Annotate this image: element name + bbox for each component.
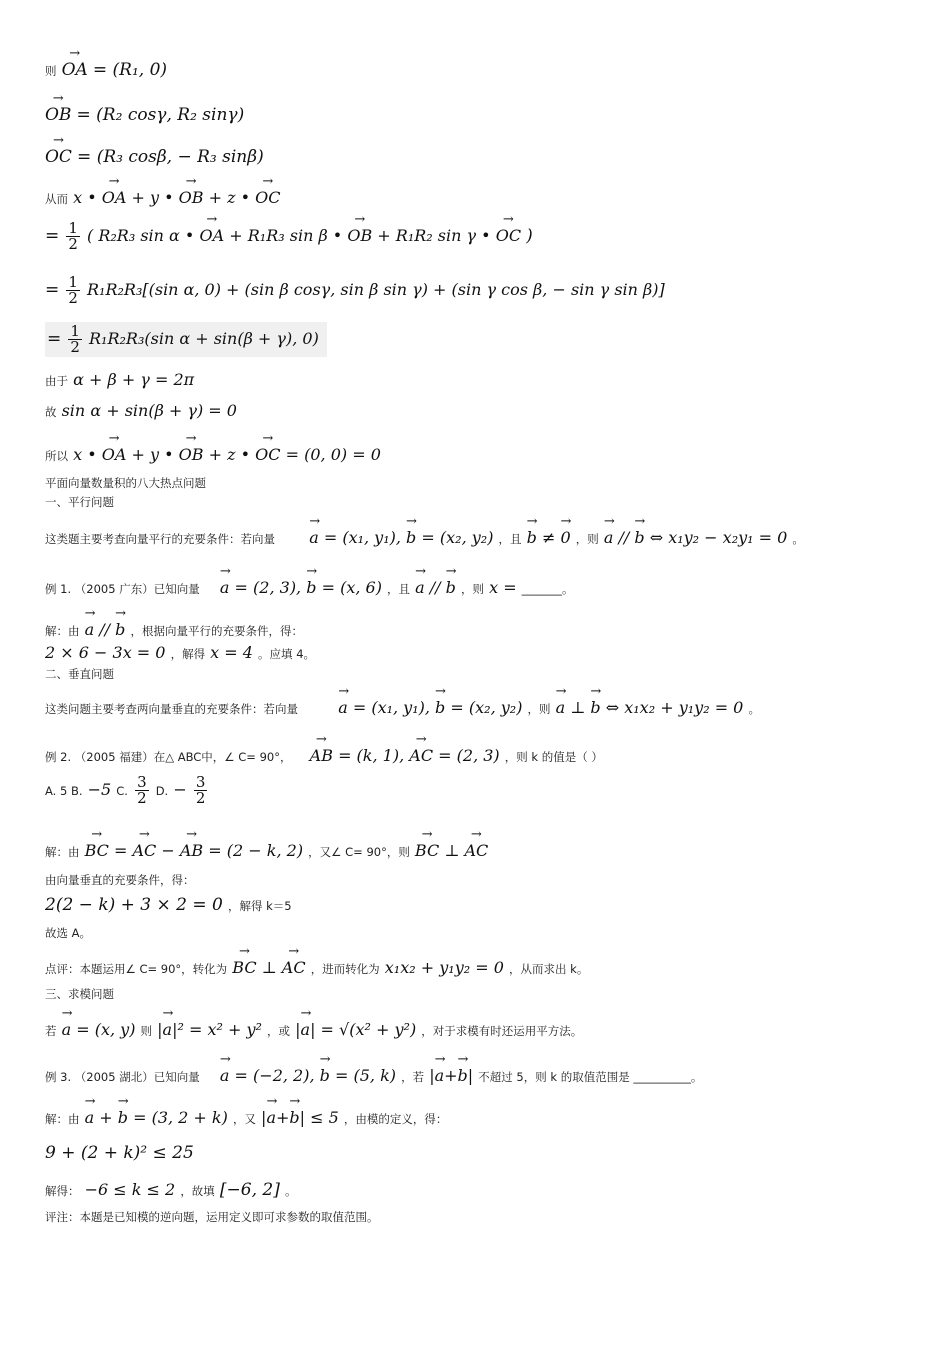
s3-title: 三、求模问题: [45, 987, 114, 1001]
equation-text: −6 ≤ k ≤ 2: [84, 1180, 176, 1199]
answer-blank: _______。: [521, 582, 574, 596]
option-c-label: C.: [116, 784, 128, 798]
equation-text: = (0, 0) = 0: [285, 445, 381, 464]
equation-text: + z •: [208, 445, 251, 464]
vector-b: → b: [590, 690, 600, 717]
end-text: ，则 k 的值是（ ）: [504, 750, 603, 764]
equation-text: 2 × 6 − 3x = 0: [45, 643, 166, 662]
derivation-line-2: [45, 97, 244, 125]
solution-label: 解：由: [45, 1112, 80, 1126]
derivation-line-9: [45, 401, 237, 420]
note-text: ，对于求模有时还运用平方法。: [421, 1024, 583, 1038]
vector-a: → a: [604, 520, 614, 547]
equation-text: R₁R₂R₃[(sin α, 0) + (sin β cosγ, sin β sin γ) + (sin γ cos β, − sin γ sin β)]: [86, 280, 665, 299]
option-a-b: A. 5 B.: [45, 784, 83, 798]
connector-text: ，或: [267, 1024, 291, 1038]
fraction-half: $\frac{1}{2}$: [68, 273, 78, 307]
example-label: 例 2. （2005 福建）在△ ABC中，∠ C= 90°，: [45, 750, 292, 764]
equation-text: = (x, 6): [321, 578, 382, 597]
s1-title: 一、平行问题: [45, 495, 114, 509]
s2-options-line: [45, 775, 209, 806]
s1-result-line: [45, 643, 315, 662]
equation-text: = (R₁, 0): [92, 60, 168, 80]
prefix-text: 故: [45, 405, 57, 419]
equation-text: x = 4: [210, 643, 253, 662]
vector-ab: → AB: [180, 833, 203, 860]
connector-text: 则: [140, 1024, 153, 1038]
equation-text: ⇔ x₁x₂ + y₁y₂ = 0: [605, 698, 744, 717]
equation-text: sin α + sin(β + γ) = 0: [61, 401, 237, 420]
s3-inequality-line: [45, 1143, 194, 1163]
equation-text: −: [161, 841, 175, 860]
vector-a: → a: [85, 612, 95, 639]
equation-text: + R₁R₂ sin γ •: [377, 226, 491, 245]
equation-text: + y •: [131, 445, 174, 464]
equation-text: = (x₁, y₁),: [352, 698, 430, 717]
equation-text: = (R₂ cosγ, R₂ sinγ): [76, 105, 245, 125]
vector-a: → a: [85, 1100, 95, 1127]
equation-text: =: [47, 329, 62, 349]
vector-b: → b: [306, 570, 316, 597]
connector-text: ，且: [498, 532, 522, 546]
vector-a: → a: [415, 570, 425, 597]
equation-text: = (x₁, y₁),: [323, 528, 401, 547]
answer-interval: [−6, 2]: [219, 1180, 280, 1200]
s2-condition-text: 由向量垂直的充要条件，得：: [45, 873, 195, 887]
connector-text: ，若: [401, 1070, 425, 1084]
vector-a: → a: [556, 690, 566, 717]
example-label: 例 1. （2005 广东）已知向量: [45, 582, 200, 596]
equation-text: //: [429, 578, 441, 597]
vector-ob: → OB: [347, 218, 372, 245]
vector-oa: → OA: [62, 52, 88, 80]
equation-text: =: [45, 226, 60, 246]
definition-text: ，由模的定义，得：: [343, 1112, 448, 1126]
end-text: 。: [792, 532, 804, 546]
prefix-text: 由于: [45, 374, 68, 388]
vector-b: → b: [289, 1100, 299, 1127]
vector-ob: → OB: [179, 437, 204, 464]
abs-bar: |: [157, 1020, 163, 1039]
result-label: 解得：: [45, 1184, 80, 1198]
derivation-line-10: [45, 437, 381, 464]
end-text: 。应填 4。: [258, 647, 316, 661]
vector-bc: → BC: [415, 833, 439, 860]
equation-text: = (2, 3),: [234, 578, 302, 597]
vector-a: → a: [220, 1058, 230, 1085]
s1-example-line: [45, 570, 573, 597]
connector-text: ，又: [232, 1112, 256, 1126]
equation-text: = (5, k): [334, 1066, 397, 1085]
equation-text: =: [113, 841, 128, 860]
vector-b: → b: [446, 570, 456, 597]
s3-result-line: [45, 1180, 296, 1200]
vector-a: → a: [220, 570, 230, 597]
s3-modulus-line: [45, 1012, 582, 1039]
vector-a: → a: [62, 1012, 72, 1039]
s1-intro-text: 这类题主要考查向量平行的充要条件：若向量: [45, 532, 275, 546]
vector-b: → b: [634, 520, 644, 547]
equation-text: ⊥: [261, 958, 277, 977]
s1-intro-line: [45, 520, 804, 547]
equation-text: | ≤ 5: [299, 1108, 339, 1127]
derivation-line-4: [45, 180, 281, 207]
vector-b: → b: [115, 612, 125, 639]
equation-text: = (2 − k, 2): [208, 841, 304, 860]
option-d-fraction: $\frac{3}{2}$: [195, 773, 206, 807]
solution-text: ，根据向量平行的充要条件，得：: [130, 624, 303, 638]
equation-text: ( R₂R₃ sin α •: [86, 226, 195, 245]
vector-a: → a: [338, 690, 348, 717]
vector-a: → a: [266, 1100, 276, 1127]
s3-solution-line: [45, 1100, 447, 1127]
equation-text: = (2, 3): [438, 746, 500, 765]
vector-b: → b: [406, 520, 416, 547]
example-label: 例 3. （2005 湖北）已知向量: [45, 1070, 200, 1084]
equation-text: ⊥: [444, 841, 460, 860]
abs-bar: |: [261, 1108, 267, 1127]
vector-ac: → AC: [282, 950, 306, 977]
connector-text: ，则: [527, 702, 551, 716]
if-text: 若: [45, 1024, 57, 1038]
vector-a: → a: [301, 1012, 311, 1039]
s3-example-line: [45, 1058, 702, 1085]
abs-bar: |: [467, 1066, 474, 1085]
vector-bc: → BC: [232, 950, 256, 977]
vector-a: → a: [163, 1012, 173, 1039]
derivation-line-6: [45, 275, 665, 306]
s2-equation-line: [45, 895, 292, 915]
derivation-line-3: [45, 139, 264, 167]
vector-oa: → OA: [102, 437, 127, 464]
equation-text: | = √(x² + y²): [310, 1020, 417, 1039]
connector-text: ，则: [575, 532, 599, 546]
review-label: 点评：本题运用∠ C= 90°，转化为: [45, 962, 228, 976]
vector-oc: → OC: [255, 180, 280, 207]
vector-oc: → OC: [496, 218, 521, 245]
prefix-text: 则: [45, 64, 57, 78]
derivation-line-8: [45, 370, 194, 389]
equation-text: x =: [489, 578, 517, 597]
option-c-fraction: $\frac{3}{2}$: [137, 773, 147, 807]
option-d-label: D.: [155, 784, 169, 798]
abs-bar: |: [429, 1066, 435, 1085]
end-text: 。: [284, 1184, 297, 1198]
vector-oc: → OC: [255, 437, 280, 464]
s2-title: 二、垂直问题: [45, 667, 114, 681]
equation-text: //: [618, 528, 630, 547]
vector-b: → b: [118, 1100, 128, 1127]
vector-a: → a: [435, 1058, 445, 1085]
equation-text: =: [45, 280, 60, 300]
equation-text: = (k, 1),: [338, 746, 405, 765]
vector-ac: → AC: [409, 738, 433, 765]
equation-text: ⊥: [570, 698, 586, 717]
equation-text: ⇔ x₁y₂ − x₂y₁ = 0: [649, 528, 788, 547]
s2-review-line: [45, 950, 588, 977]
equation-text: = (x₂, y₂): [421, 528, 494, 547]
option-b-value: −5: [87, 780, 112, 799]
equation-text: //: [99, 620, 111, 639]
vector-a: → a: [309, 520, 319, 547]
s2-intro-line: [45, 690, 760, 717]
solution-label: 解：由: [45, 845, 80, 859]
vector-b: → b: [458, 1058, 468, 1085]
connector-text: ，则: [460, 582, 484, 596]
connector-text: ，又∠ C= 90°，则: [308, 845, 410, 859]
equation-text: ≠: [541, 528, 556, 547]
equation-text: 9 + (2 + k)² ≤ 25: [45, 1143, 194, 1163]
equation-text: R₁R₂R₃(sin α + sin(β + γ), 0): [88, 329, 319, 348]
equation-text: + z •: [208, 188, 251, 207]
equation-text: = (x, y): [76, 1020, 136, 1039]
equation-text: = (R₃ cosβ, − R₃ sinβ): [77, 147, 264, 167]
equation-text: = (3, 2 + k): [133, 1108, 228, 1127]
derivation-line-1: [45, 52, 167, 80]
vector-ob: → OB: [45, 97, 71, 125]
solution-label: 解：由: [45, 624, 80, 638]
end-text: ，从而求出 k。: [509, 962, 589, 976]
equation-text: = (−2, 2),: [234, 1066, 315, 1085]
vector-b: → b: [435, 690, 445, 717]
end-text: 不超过 5，则 k 的取值范围是 __________。: [478, 1070, 703, 1084]
equation-text: +: [99, 1108, 113, 1127]
vector-ac: → AC: [132, 833, 156, 860]
end-text: 。: [748, 702, 760, 716]
vector-zero: → 0: [560, 520, 570, 547]
equation-text: 2(2 − k) + 3 × 2 = 0: [45, 895, 223, 915]
equation-text: = (x₂, y₂): [450, 698, 523, 717]
vector-ab: → AB: [310, 738, 333, 765]
equation-text: |² = x² + y²: [172, 1020, 262, 1039]
vector-oc: → OC: [45, 139, 72, 167]
s2-intro-text: 这类问题主要考查两向量垂直的充要条件：若向量: [45, 702, 298, 716]
vector-b: → b: [527, 520, 537, 547]
connector-text: ，解得: [170, 647, 206, 661]
section-title: 平面向量数量积的八大热点问题: [45, 476, 206, 490]
connector-text: ，且: [387, 582, 411, 596]
s1-solution-line: [45, 612, 303, 639]
vector-oa: → OA: [102, 180, 127, 207]
abs-bar: |: [295, 1020, 301, 1039]
vector-bc: → BC: [85, 833, 109, 860]
s2-choose-text: 故选 A。: [45, 926, 92, 940]
fraction-half: $\frac{1}{2}$: [70, 322, 80, 356]
prefix-text: 所以: [45, 449, 68, 463]
derivation-line-5: [45, 218, 533, 252]
prefix-text: 从而: [45, 192, 68, 206]
equation-text: x •: [73, 445, 97, 464]
vector-ob: → OB: [179, 180, 204, 207]
equation-text: + R₁R₃ sin β •: [229, 226, 343, 245]
s2-solution-line: [45, 833, 488, 860]
option-d-minus: −: [173, 780, 187, 799]
connector-text: ，故填: [180, 1184, 215, 1198]
vector-ac: → AC: [464, 833, 488, 860]
derivation-line-7: [45, 322, 327, 357]
result-text: ，解得 k＝5: [227, 899, 292, 913]
s2-example-line: [45, 738, 603, 765]
equation-text: +: [444, 1066, 458, 1085]
equation-text: x •: [73, 188, 97, 207]
vector-oa: → OA: [199, 218, 224, 245]
equation-text: x₁x₂ + y₁y₂ = 0: [384, 958, 504, 977]
vector-b: → b: [320, 1058, 330, 1085]
connector-text: ，进而转化为: [310, 962, 380, 976]
fraction-half: $\frac{1}{2}$: [68, 219, 78, 253]
s3-comment: 评注：本题是已知模的逆向题，运用定义即可求参数的取值范围。: [45, 1210, 379, 1224]
equation-text: α + β + γ = 2π: [73, 370, 195, 389]
equation-text: + y •: [131, 188, 174, 207]
equation-text: +: [275, 1108, 290, 1127]
equation-text: ): [526, 226, 533, 246]
